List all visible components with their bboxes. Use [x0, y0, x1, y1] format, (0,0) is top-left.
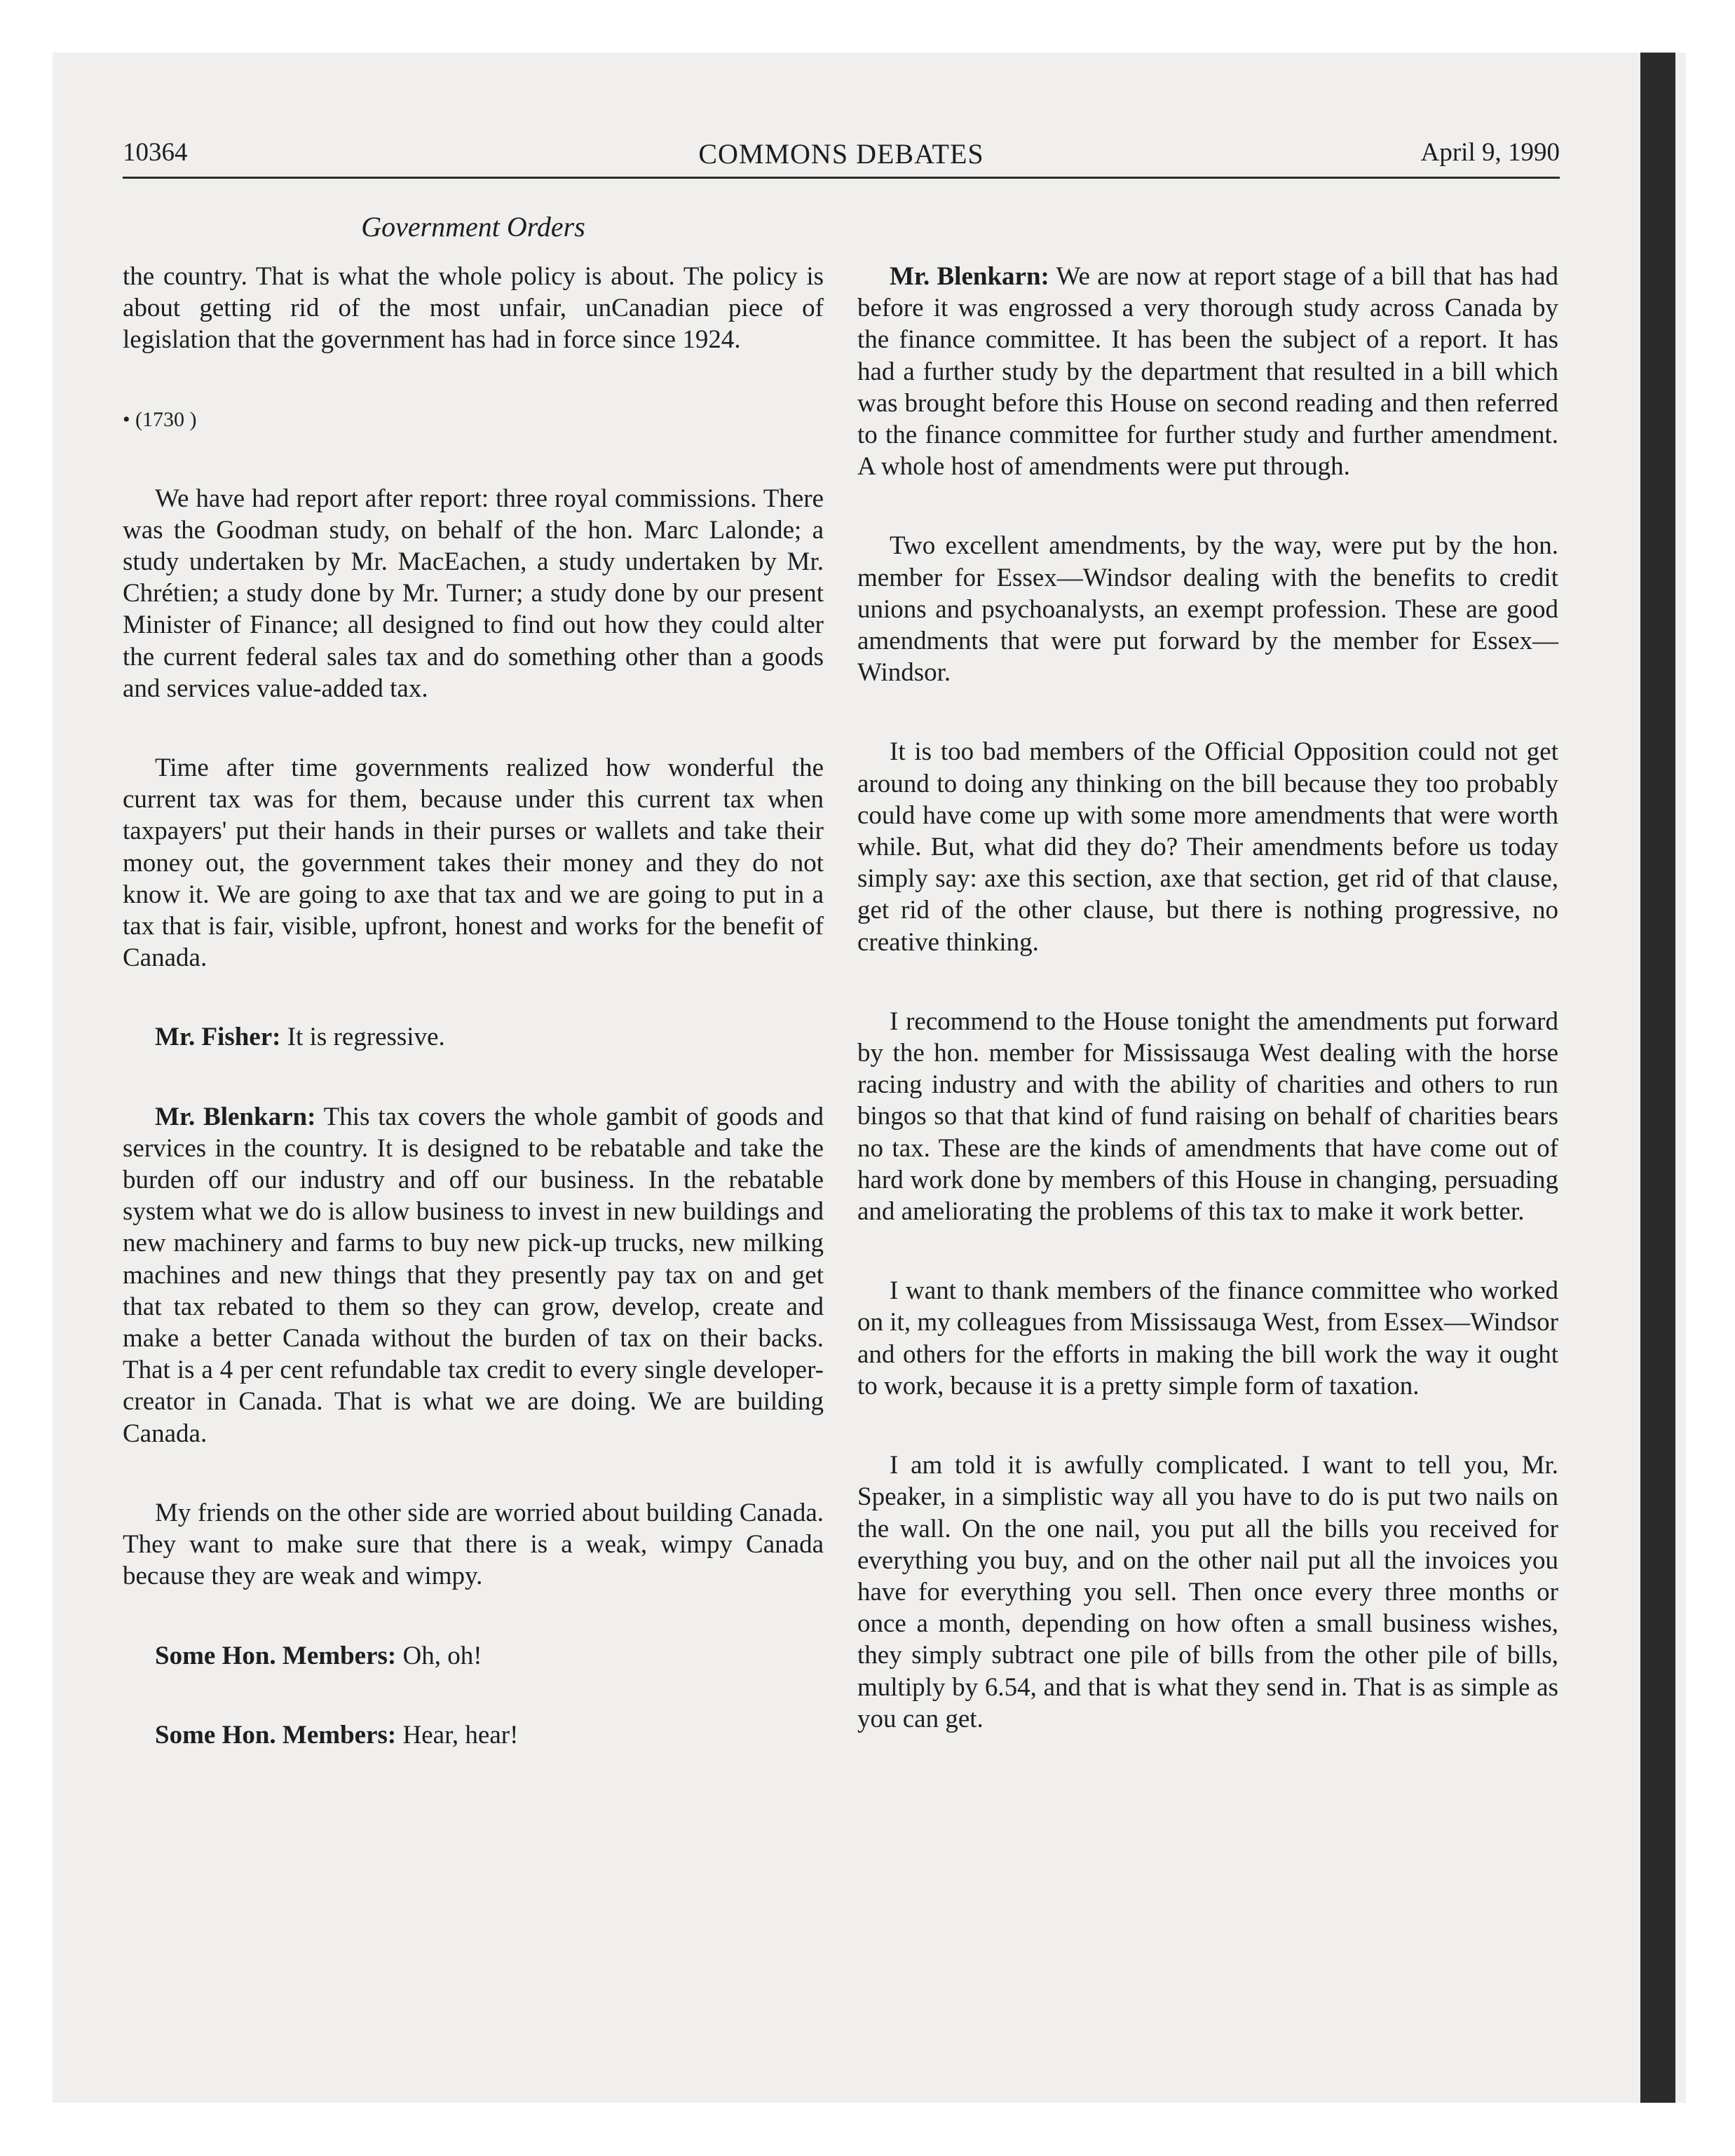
speech — [123, 1021, 824, 1053]
left-column — [123, 261, 824, 1799]
section-title: Government Orders — [361, 211, 585, 243]
speaker-name: Mr. Blenkarn: — [155, 1102, 316, 1131]
paragraph: It is too bad members of the Official Opposition could not get around to doing any thinking on the bill because they too probably could have come up with some more amendments that were worth while. But, what did they do? Their amendments before us today simply say: axe this section, axe that section, get rid of that clause, get rid of the other clause, but there is nothing progressive, no creative thinking. — [857, 737, 1558, 957]
speech-text: Oh, oh! — [396, 1641, 482, 1670]
paragraph: We have had report after report: three royal commissions. There was the Goodman study, on behalf of the hon. Marc Lalonde; a study undertaken by Mr. MacEachen, a study undertaken by Mr. Chrétien; a study done by Mr. Turner; a study done by our present Minister of Finance; all designed to find out how they could alter the current federal sales tax and do something other than a goods and services value-added tax. — [123, 484, 824, 703]
speech — [123, 1719, 824, 1751]
page-header — [123, 137, 1560, 177]
speaker-name: Some Hon. Members: — [155, 1720, 397, 1749]
paragraph: I am told it is awfully complicated. I want to tell you, Mr. Speaker, in a simplistic way all you have to do is put two nails on the wall. On the one nail, you put all the bills you received for everything you buy, and on the other nail put all the invoices you have for everything you sell. Then once every three months or once a month, depending on how often a small business wishes, they simply subtract one pile of bills from the other pile of bills, multiply by 6.54, and that is what they send in. That is as simple as you can get. — [857, 1451, 1558, 1733]
header-rule — [123, 177, 1560, 179]
speech-text: It is regressive. — [280, 1023, 445, 1052]
right-column — [857, 261, 1558, 1782]
paragraph: My friends on the other side are worried about building Canada. They want to make sure that there is a weak, wimpy Canada because they are weak and wimpy. — [123, 1498, 824, 1591]
page-number: 10364 — [123, 138, 188, 167]
speech-text: This tax covers the whole gambit of goods and services in the country. It is designed to be rebatable and take the burden off our industry and off our business. In the rebatable system what we do is allow business to invest in new buildings and new machinery and farms to buy new pick-up trucks, new milking machines and new things that they presently pay tax on and get that tax rebated to them so they can grow, develop, create and make a better Canada without the burden of tax on their backs. That is a 4 per cent refundable tax credit to every single developer-creator in Canada. That is what we are doing. We are building Canada. — [123, 1102, 824, 1448]
speaker-name: Mr. Fisher: — [155, 1023, 281, 1052]
page-date: April 9, 1990 — [1420, 138, 1560, 167]
paragraph: Two excellent amendments, by the way, were put by the hon. member for Essex—Windsor dealing with the benefits to credit unions and psychoanalysts, an exempt profession. These are good amendments that were put forward by the member for Essex—Windsor. — [857, 531, 1558, 688]
speaker-name: Some Hon. Members: — [155, 1641, 397, 1670]
paragraph: the country. That is what the whole policy is about. The policy is about getting rid of the most unfair, unCanadian piece of legislation that the government has had in force since 1924. — [123, 262, 824, 355]
speech — [123, 1640, 824, 1672]
paragraph: Time after time governments realized how wonderful the current tax was for them, because under this current tax when taxpayers' put their hands in their purses or wallets and take their money out, the government takes their money and they do not know it. We are going to axe that tax and we are going to put in a tax that is fair, visible, upfront, honest and works for the benefit of Canada. — [123, 753, 824, 973]
speaker-name: Mr. Blenkarn: — [890, 262, 1049, 291]
journal-title: COMMONS DEBATES — [698, 138, 984, 170]
speech-text: Hear, hear! — [396, 1720, 519, 1749]
paragraph: I want to thank members of the finance committee who worked on it, my colleagues from Mississauga West, from Essex—Windsor and others for the efforts in making the bill work the way it ought to work, because it is a pretty simple form of taxation. — [857, 1276, 1558, 1400]
paragraph: I recommend to the House tonight the amendments put forward by the hon. member for Mississauga West dealing with the horse racing industry and with the ability of charities and others to run bingos so that that kind of fund raising on behalf of charities bears no tax. These are the kinds of amendments that have come out of hard work done by members of this House in changing, persuading and ameliorating the problems of this tax to make it work better. — [857, 1007, 1558, 1227]
speech — [857, 261, 1558, 482]
scan-edge-shadow — [1640, 53, 1675, 2103]
speech — [123, 1101, 824, 1449]
speech-text: We are now at report stage of a bill that has had before it was engrossed a very thorough study across Canada by the finance committee. It has been the subject of a report. It has had a further study by the department that resulted in a bill which was brought before this House on second reading and then referred to the finance committee for further study and further amendment. A whole host of amendments were put through. — [857, 262, 1559, 482]
time-marker: • (1730 ) — [123, 407, 197, 431]
